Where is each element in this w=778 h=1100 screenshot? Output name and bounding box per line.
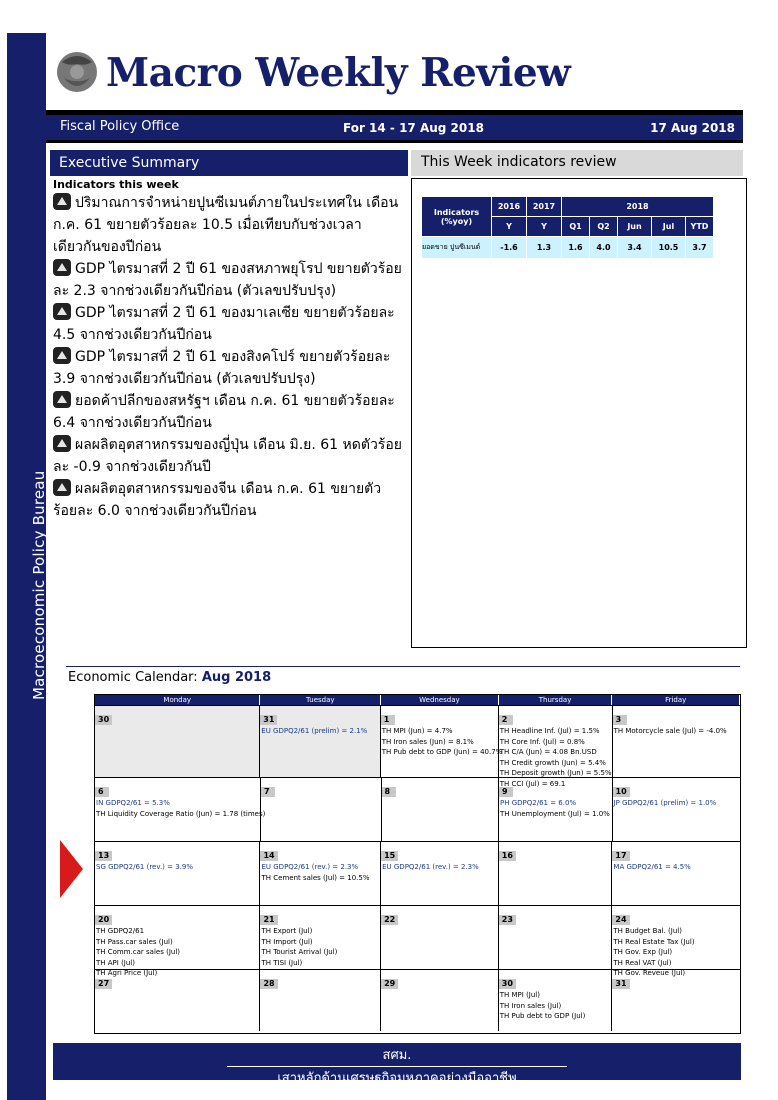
table-value: 3.7	[686, 237, 714, 259]
calendar-event: SG GDPQ2/61 (rev.) = 3.9%	[96, 863, 193, 871]
calendar-event: TH Gov. Reveue (Jul)	[613, 969, 686, 977]
calendar-event: TH Core Inf. (Jul) = 0.8%	[499, 737, 585, 746]
day-number: 30	[499, 979, 516, 989]
day-number: 23	[499, 915, 516, 925]
calendar-day-cell	[95, 778, 266, 841]
day-number: 31	[612, 979, 629, 989]
calendar-day-cell	[95, 842, 260, 905]
calendar-day-cell	[499, 778, 613, 841]
calendar-day-cell	[381, 970, 499, 1031]
day-number: 15	[381, 851, 398, 861]
footer-org: สศม.	[382, 1048, 412, 1063]
day-header: Wednesday	[381, 695, 499, 705]
calendar-day-cell	[260, 906, 381, 969]
calendar-week-row	[95, 969, 740, 1031]
calendar-event: EU GDPQ2/61 (rev.) = 2.3%	[261, 863, 359, 871]
summary-list	[53, 192, 403, 522]
calendar-rule	[66, 666, 740, 667]
calendar-event: TH Cement sales (Jul) = 10.5%	[261, 873, 370, 882]
calendar-day-cell	[381, 842, 499, 905]
day-number: 17	[612, 851, 629, 861]
sub-header: Jul	[652, 217, 686, 237]
day-number: 8	[382, 787, 396, 797]
calendar-event: IN GDPQ2/61 = 5.3%	[96, 799, 170, 807]
calendar-day-cell	[499, 706, 613, 788]
garuda-logo-icon	[52, 48, 102, 98]
day-number: 6	[95, 787, 109, 797]
report-title: Macro Weekly Review	[106, 50, 571, 96]
calendar-title: Economic Calendar: Aug 2018	[68, 670, 272, 685]
calendar-day-cell	[499, 970, 613, 1031]
day-number: 31	[260, 715, 277, 725]
calendar-event: TH Agri Price (Jul)	[96, 969, 158, 977]
day-number: 28	[260, 979, 277, 989]
day-header: Monday	[95, 695, 260, 705]
calendar-day-cell	[612, 842, 740, 905]
calendar-event: TH API (Jul)	[96, 958, 135, 967]
calendar-day-cell	[381, 906, 499, 969]
calendar-week-row	[95, 841, 740, 905]
sub-header: YTD	[686, 217, 714, 237]
calendar-event: TH Deposit growth (Jun) = 5.5%	[499, 769, 612, 777]
calendar-day-cell	[499, 842, 613, 905]
day-number: 1	[381, 715, 395, 725]
calendar-event: MA GDPQ2/61 = 4.5%	[613, 863, 691, 871]
summary-item: ปริมาณการจำหน่ายปูนซีเมนต์ภายในประเทศใน เดือน ก.ค. 61 ขยายตัวร้อยละ 10.5 เมื่อเทียบกับช่วงเวลาเดียวกันของปีก่อน	[53, 195, 399, 255]
calendar-event: TH Real Estate Tax (Jul)	[613, 937, 695, 946]
calendar-body	[95, 705, 740, 1031]
calendar-event: TH C/A (Jun) = 4.08 Bn.USD	[499, 748, 597, 756]
summary-item: ผลผลิตอุตสาหกรรมของจีน เดือน ก.ค. 61 ขยายตัวร้อยละ 6.0 จากช่วงเดียวกันปีก่อน	[53, 481, 382, 519]
calendar-day-cell	[95, 970, 260, 1031]
table-value: 4.0	[590, 237, 618, 259]
sub-header: Y	[527, 217, 562, 237]
header-bar	[46, 115, 743, 143]
day-number: 16	[499, 851, 516, 861]
sub-header: Q2	[590, 217, 618, 237]
day-number: 9	[499, 787, 513, 797]
calendar-day-cell	[612, 970, 740, 1031]
day-number: 27	[95, 979, 112, 989]
summary-item: ยอดค้าปลีกของสหรัฐฯ เดือน ก.ค. 61 ขยายตัวร้อยละ 6.4 จากช่วงเดียวกันปีก่อน	[53, 393, 395, 431]
table-value: 1.6	[562, 237, 590, 259]
calendar-event: TH Real VAT (Jul)	[613, 958, 672, 967]
calendar-event: EU GDPQ2/61 (prelim) = 2.1%	[261, 727, 368, 735]
up-arrow-icon	[53, 479, 71, 496]
calendar-day-cell	[260, 706, 380, 777]
table-value: 1.3	[527, 237, 562, 259]
day-header: Friday	[612, 695, 740, 705]
year-2016-header: 2016	[492, 197, 527, 217]
calendar-event: EU GDPQ2/61 (rev.) = 2.3%	[382, 863, 479, 871]
report-period: For 14 - 17 Aug 2018	[343, 121, 484, 135]
calendar-event: TH CCI (Jul) = 69.1	[499, 779, 566, 788]
calendar-day-cell	[381, 706, 503, 777]
calendar-event: TH MPI (Jun) = 4.7%	[381, 727, 453, 735]
up-arrow-icon	[53, 193, 71, 210]
calendar-week-row	[95, 705, 740, 788]
calendar-event: TH TISI (Jul)	[261, 958, 303, 967]
calendar-event: TH Credit growth (Jun) = 5.4%	[499, 758, 606, 767]
row-label: ยอดขาย ปูนซีเมนต์	[422, 237, 492, 259]
office-name: Fiscal Policy Office	[60, 119, 180, 134]
calendar-day-cell	[382, 778, 500, 841]
calendar-event: TH Liquidity Coverage Ratio (Jun) = 1.78 (times)	[96, 809, 266, 818]
sub-header: Q1	[562, 217, 590, 237]
up-arrow-icon	[53, 435, 71, 452]
calendar-event: TH Pub debt to GDP (Jul)	[499, 1012, 586, 1020]
week-indicators-heading: This Week indicators review	[411, 150, 743, 176]
calendar-event: TH Pub debt to GDP (Jun) = 40.7%	[381, 748, 503, 756]
calendar-event: TH Budget Bal. (Jul)	[613, 927, 682, 935]
calendar-event: TH Tourist Arrival (Jul)	[261, 948, 338, 956]
calendar-event: TH Motorcycle sale (Jul) = -4.0%	[613, 727, 727, 735]
footer-banner	[53, 1043, 741, 1086]
calendar-day-cell	[260, 842, 381, 905]
day-number: 7	[261, 787, 275, 797]
table-value: 10.5	[652, 237, 686, 259]
year-2017-header: 2017	[527, 197, 562, 217]
calendar-header	[95, 695, 740, 705]
calendar-event: TH Comm.car sales (Jul)	[96, 948, 181, 956]
report-date: 17 Aug 2018	[650, 121, 735, 135]
summary-item: GDP ไตรมาสที่ 2 ปี 61 ของสิงคโปร์ ขยายตัวร้อยละ 3.9 จากช่วงเดียวกันปีก่อน (ตัวเลขปรับปรุง)	[53, 349, 391, 387]
calendar-day-cell	[261, 778, 382, 841]
sidebar-title: Macroeconomic Policy Bureau	[30, 470, 48, 700]
day-number: 10	[613, 787, 630, 797]
day-header: Tuesday	[260, 695, 381, 705]
calendar-day-cell	[499, 906, 613, 969]
up-arrow-icon	[53, 259, 71, 276]
table-value: -1.6	[492, 237, 527, 259]
day-number: 3	[613, 715, 627, 725]
table-value: 3.4	[618, 237, 652, 259]
indicators-header: Indicators (%yoy)	[422, 197, 492, 237]
sub-header: Y	[492, 217, 527, 237]
calendar-day-cell	[95, 706, 260, 777]
day-number: 29	[381, 979, 398, 989]
calendar-day-cell	[613, 778, 740, 841]
day-number: 30	[95, 715, 112, 725]
calendar-event: PH GDPQ2/61 = 6.0%	[500, 799, 577, 807]
executive-summary-heading: Executive Summary	[50, 150, 408, 176]
calendar-event: TH Unemployment (Jul) = 1.0%	[500, 809, 610, 818]
calendar-event: TH Iron sales (Jun) = 8.1%	[381, 737, 474, 746]
economic-calendar	[94, 694, 741, 1034]
day-number: 20	[95, 915, 112, 925]
summary-item: ผลผลิตอุตสาหกรรมของญี่ปุ่น เดือน มิ.ย. 61 หดตัวร้อยละ -0.9 จากช่วงเดียวกันปี	[53, 437, 402, 475]
calendar-event: TH Gov. Exp (Jul)	[613, 948, 673, 956]
day-number: 14	[260, 851, 277, 861]
up-arrow-icon	[53, 347, 71, 364]
up-arrow-icon	[53, 303, 71, 320]
day-number: 24	[612, 915, 629, 925]
indicators-table	[421, 196, 714, 259]
calendar-event: TH Pass.car sales (Jul)	[96, 937, 173, 946]
summary-item: GDP ไตรมาสที่ 2 ปี 61 ของมาเลเซีย ขยายตัวร้อยละ 4.5 จากช่วงเดียวกันปีก่อน	[53, 305, 395, 343]
calendar-event: TH MPI (Jul)	[499, 991, 540, 999]
calendar-event: TH Export (Jul)	[261, 927, 313, 935]
summary-item: GDP ไตรมาสที่ 2 ปี 61 ของสหภาพยุโรป ขยายตัวร้อยละ 2.3 จากช่วงเดียวกันปีก่อน (ตัวเลขปรับปรุง)	[53, 261, 402, 299]
indicators-subheading: Indicators this week	[53, 178, 179, 191]
day-number: 13	[95, 851, 112, 861]
day-number: 21	[260, 915, 277, 925]
day-header: Thursday	[499, 695, 613, 705]
day-number: 2	[499, 715, 513, 725]
calendar-event: TH Headline Inf. (Jul) = 1.5%	[499, 727, 600, 735]
calendar-event: TH Import (Jul)	[261, 937, 313, 946]
calendar-day-cell	[95, 906, 260, 977]
footer-slogan: เสาหลักด้านเศรษฐกิจมหภาคอย่างมืออาชีพ	[277, 1071, 517, 1086]
up-arrow-icon	[53, 391, 71, 408]
calendar-event: JP GDPQ2/61 (prelim) = 1.0%	[613, 799, 717, 807]
calendar-day-cell	[612, 906, 740, 977]
year-2018-header: 2018	[562, 197, 714, 217]
calendar-event: TH GDPQ2/61	[96, 927, 145, 935]
calendar-week-row	[95, 905, 740, 977]
sub-header: Jun	[618, 217, 652, 237]
day-number: 22	[381, 915, 398, 925]
calendar-event: TH Iron sales (Jul)	[499, 1001, 562, 1010]
calendar-day-cell	[260, 970, 381, 1031]
current-week-arrow-icon	[60, 840, 83, 898]
calendar-week-row	[95, 777, 740, 841]
calendar-day-cell	[613, 706, 740, 777]
